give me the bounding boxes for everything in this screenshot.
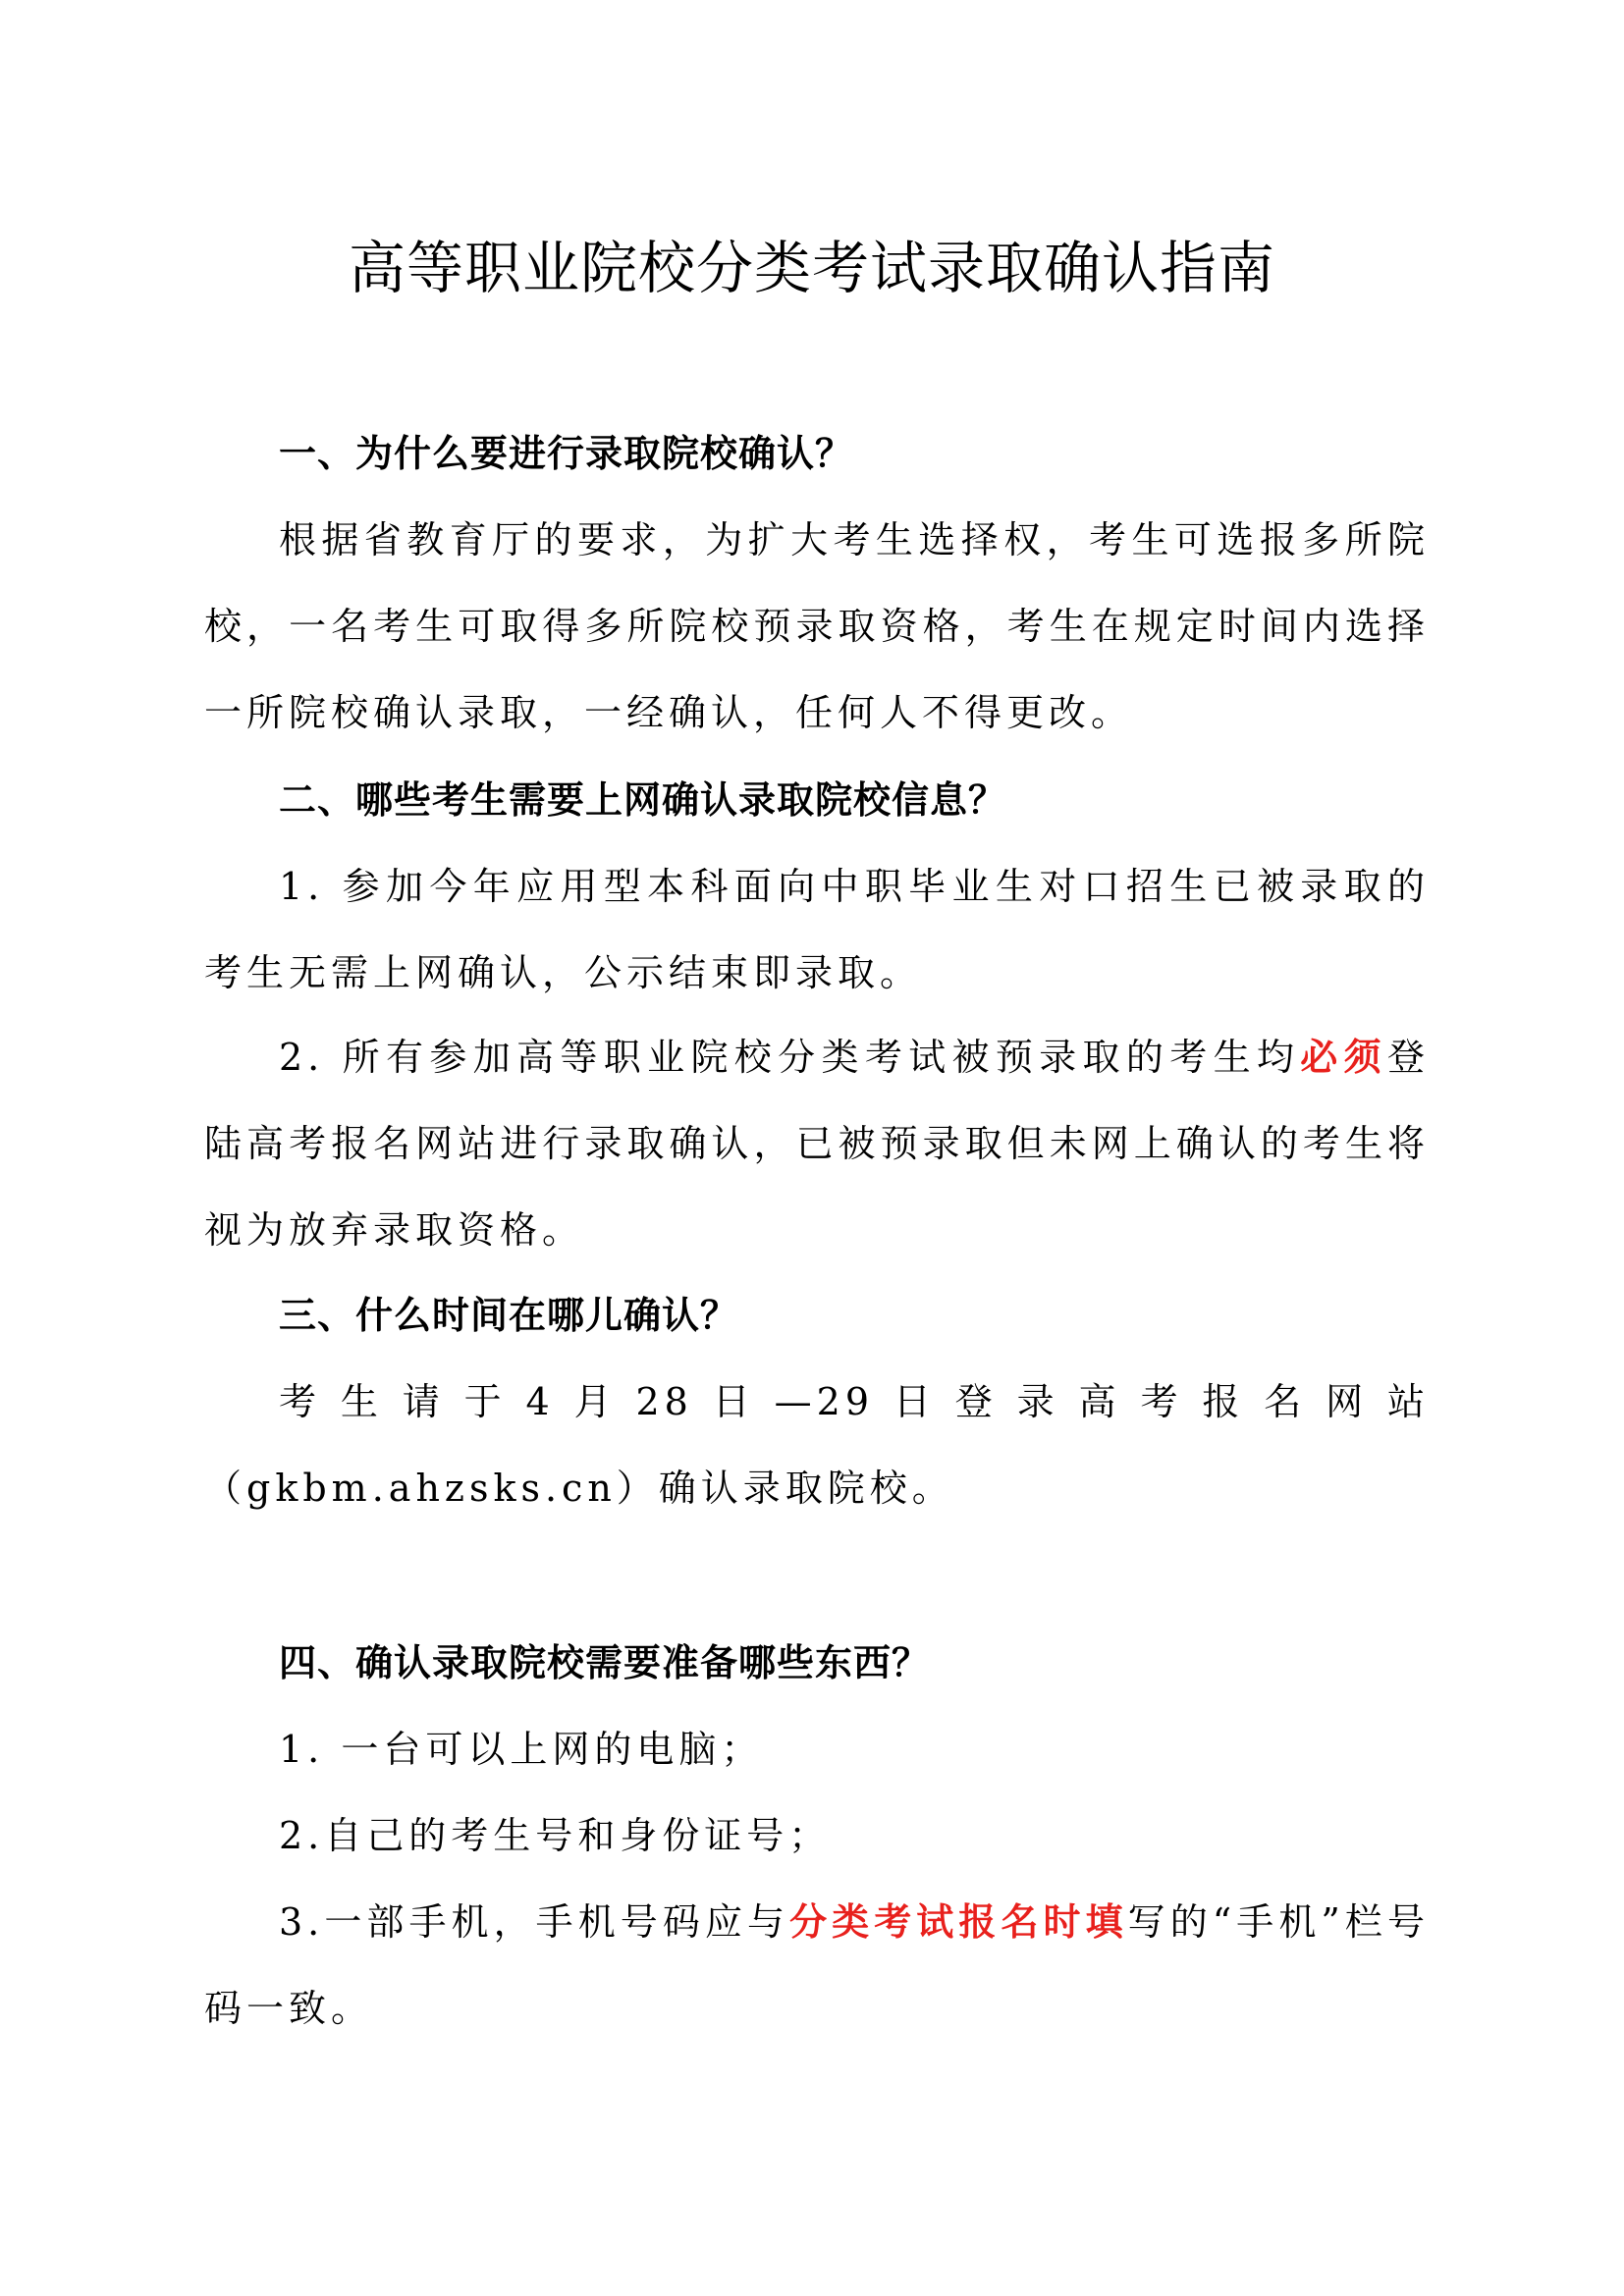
section-4-heading: 四、确认录取院校需要准备哪些东西？	[279, 1641, 931, 1684]
section-1-paragraph: 根据省教育厅的要求，为扩大考生选择权，考生可选报多所院校，一名考生可取得多所院校预录取资格，考生在规定时间内选择一所院校确认录取，一经确认，任何人不得更改。	[204, 518, 1430, 734]
section-4-item-3	[204, 1879, 1430, 2052]
section-4-item-2: 2.自己的考生号和身份证号；	[279, 1814, 832, 1857]
item-text-after: 写的“手机”栏号码一致。	[204, 1900, 1430, 2030]
section-3-paragraph: 考生请于4月28日—29日登录高考报名网站（gkbm.ahzsks.cn）确认录取院校。	[204, 1380, 1430, 1510]
emphasis-registration: 分类考试报名时填	[789, 1900, 1128, 1944]
page-title: 高等职业院校分类考试录取确认指南	[348, 235, 1275, 301]
emphasis-must: 必须	[1300, 1036, 1387, 1079]
section-2-item-2	[204, 1014, 1430, 1273]
item-text-before: 2. 所有参加高等职业院校分类考试被预录取的考生均	[279, 1036, 1301, 1079]
section-2-item-1: 1. 参加今年应用型本科面向中职毕业生对口招生已被录取的考生无需上网确认，公示结束即录取。	[204, 865, 1430, 994]
section-3-heading: 三、什么时间在哪儿确认？	[279, 1294, 739, 1337]
section-1-heading: 一、为什么要进行录取院校确认？	[279, 432, 854, 475]
section-4-item-1: 1. 一台可以上网的电脑；	[279, 1728, 764, 1771]
item-text-after: 登陆高考报名网站进行录取确认，已被预录取但未网上确认的考生将视为放弃录取资格。	[204, 1036, 1430, 1252]
item-text-before: 3.一部手机，手机号码应与	[279, 1900, 790, 1944]
section-2-heading: 二、哪些考生需要上网确认录取院校信息？	[279, 778, 1007, 822]
